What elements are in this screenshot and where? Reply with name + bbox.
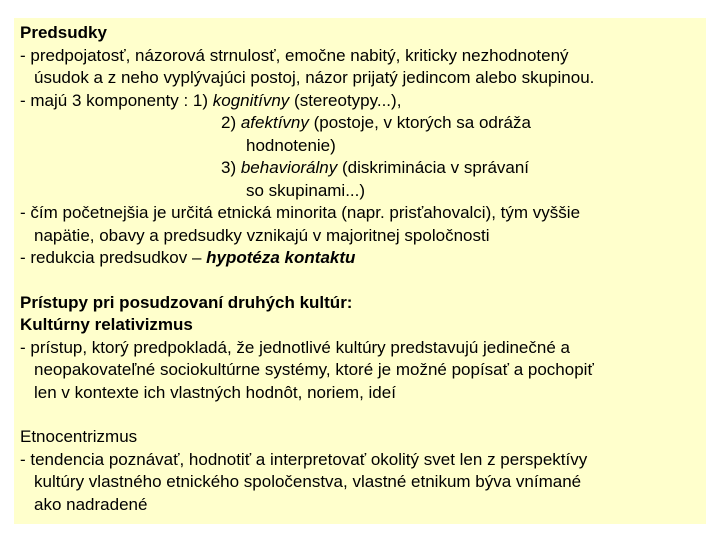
subtitle-kulturny-relativizmus: Kultúrny relativizmus (20, 315, 193, 334)
bullet-definition-line-1: - predpojatosť, názorová strnulosť, emočne nabitý, kriticky nezhodnotený (20, 45, 569, 65)
bullet-definition-line-2: úsudok a z neho vyplývajúci postoj, názor prijatý jedincom alebo skupinou. (34, 68, 595, 87)
bullet-components-line-4 (20, 157, 706, 180)
term-afektivny: afektívny (240, 113, 309, 132)
text: (postoje, v ktorých sa odráža (308, 113, 531, 132)
bullet-relativism-line-1: - prístup, ktorý predpokladá, že jednotlivé kultúry predstavujú jedinečné a (20, 337, 570, 357)
spacer (20, 270, 706, 292)
term-behavioralny: behaviorálny (240, 158, 338, 177)
bullet-components-line-1 (20, 90, 706, 113)
bullet-reduction (20, 247, 706, 270)
text: 3) (221, 158, 241, 177)
term-kognitivny: kognitívny (212, 90, 290, 110)
text: (diskriminácia v správaní (337, 158, 530, 177)
bullet-components-line-2 (20, 112, 706, 135)
text: 2) (221, 113, 241, 132)
slide (14, 18, 706, 524)
text: (stereotypy...), (289, 90, 402, 110)
bullet-ethnocentrism-line-3: ako nadradené (34, 494, 148, 514)
text: - redukcia predsudkov – (20, 248, 207, 267)
term-hypoteza-kontaktu: hypotéza kontaktu (206, 248, 356, 267)
bullet-minority-line-1: - čím početnejšia je určitá etnická minorita (napr. prisťahovalci), tým vyššie (20, 203, 581, 222)
bullet-minority-line-2: napätie, obavy a predsudky vznikajú v majoritnej spoločnosti (34, 225, 490, 245)
bullet-ethnocentrism-line-2: kultúry vlastného etnického spoločenstva, vlastné etnikum býva vnímané (34, 472, 582, 491)
bullet-relativism-line-3: len v kontexte ich vlastných hodnôt, noriem, ideí (34, 382, 396, 402)
section-title-pristupy: Prístupy pri posudzovaní druhých kultúr: (20, 292, 353, 312)
bullet-components-line-3: hodnotenie) (246, 135, 336, 155)
section-title-predsudky: Predsudky (20, 23, 107, 42)
bullet-ethnocentrism-line-1: - tendencia poznávať, hodnotiť a interpretovať okolitý svet len z perspektívy (20, 449, 588, 469)
spacer (20, 404, 706, 426)
bullet-components-line-5: so skupinami...) (246, 180, 366, 200)
section-title-etnocentrizmus: Etnocentrizmus (20, 427, 138, 446)
bullet-relativism-line-2: neopakovateľné sociokultúrne systémy, ktoré je možné popísať a pochopiť (34, 360, 594, 379)
text: - majú 3 komponenty : 1) (20, 90, 213, 110)
